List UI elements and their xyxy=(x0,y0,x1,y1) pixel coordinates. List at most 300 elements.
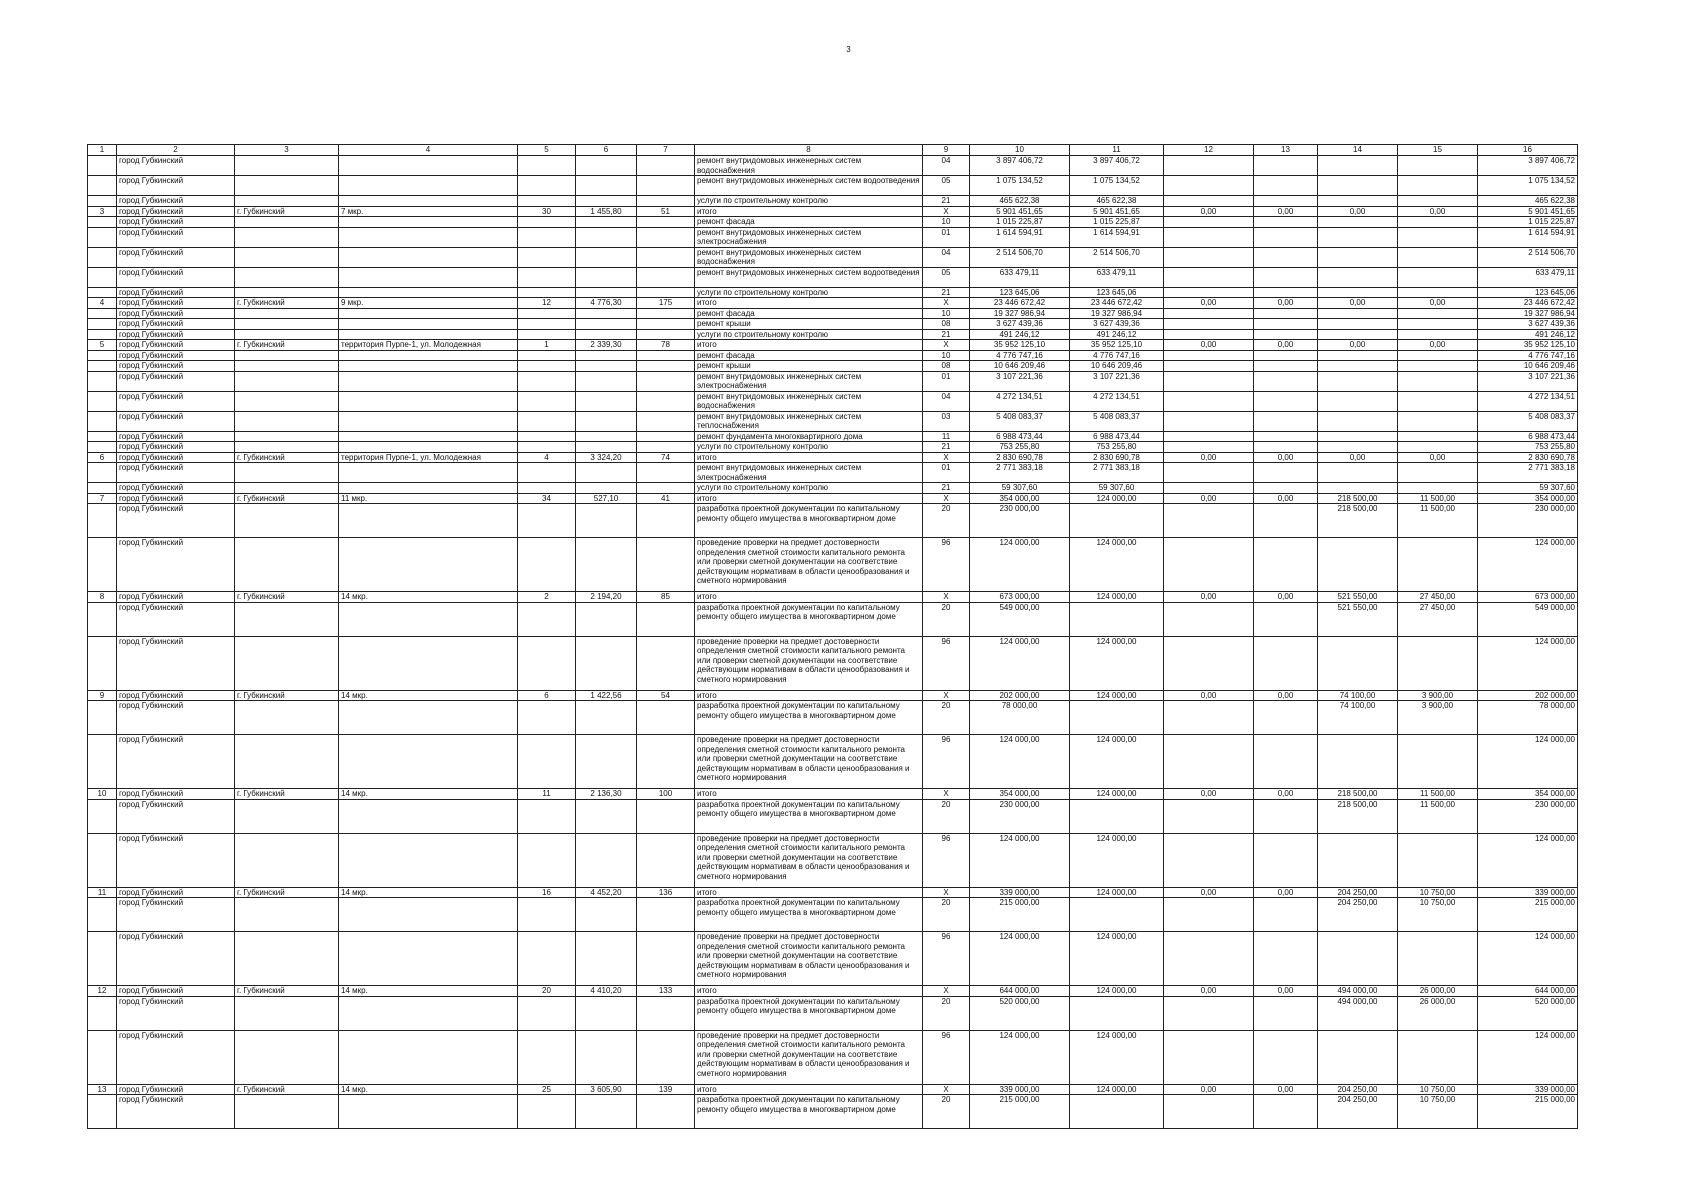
cell-house-number xyxy=(518,361,576,372)
cell-row-number xyxy=(88,431,117,442)
cell-cost-col-14 xyxy=(1318,442,1398,453)
cell-municipality: город Губкинский xyxy=(117,308,235,319)
cell-street xyxy=(339,431,518,442)
cell-cost-col-12 xyxy=(1164,996,1254,1030)
cell-cost-col-11: 124 000,00 xyxy=(1070,735,1164,789)
table-row xyxy=(88,463,1578,483)
cell-cost-col-12 xyxy=(1164,361,1254,372)
cell-cost-col-13 xyxy=(1254,247,1318,267)
cell-work-type: итого xyxy=(695,592,923,603)
cell-cost-col-16: 19 327 986,94 xyxy=(1478,308,1578,319)
cell-cost-col-12 xyxy=(1164,483,1254,494)
cell-total-cost: 6 988 473,44 xyxy=(970,431,1070,442)
cell-area xyxy=(576,308,637,319)
cell-cost-col-12: 0,00 xyxy=(1164,690,1254,701)
cell-house-number xyxy=(518,735,576,789)
cell-work-type: итого xyxy=(695,298,923,309)
cell-work-code: 20 xyxy=(923,602,970,636)
cell-cost-col-16: 339 000,00 xyxy=(1478,887,1578,898)
cell-total-cost: 230 000,00 xyxy=(970,504,1070,538)
cell-street: 14 мкр. xyxy=(339,1084,518,1095)
cell-cost-col-13 xyxy=(1254,1030,1318,1084)
cell-row-number: 3 xyxy=(88,206,117,217)
cell-cost-col-13 xyxy=(1254,156,1318,176)
cell-cost-col-12 xyxy=(1164,799,1254,833)
cell-municipality: город Губкинский xyxy=(117,463,235,483)
cell-cost-col-15 xyxy=(1398,329,1478,340)
cell-work-code: 10 xyxy=(923,350,970,361)
cell-cost-col-11: 124 000,00 xyxy=(1070,690,1164,701)
cell-cost-col-16: 4 776 747,16 xyxy=(1478,350,1578,361)
cell-cost-col-15: 26 000,00 xyxy=(1398,986,1478,997)
cell-cost-col-11: 19 327 986,94 xyxy=(1070,308,1164,319)
cell-total-cost: 491 246,12 xyxy=(970,329,1070,340)
cell-cost-col-11: 124 000,00 xyxy=(1070,932,1164,986)
cell-cost-col-11: 124 000,00 xyxy=(1070,887,1164,898)
cell-house-number xyxy=(518,156,576,176)
cell-house-number: 1 xyxy=(518,340,576,351)
cell-work-code: 96 xyxy=(923,636,970,690)
cell-municipality: город Губкинский xyxy=(117,391,235,411)
cell-municipality: город Губкинский xyxy=(117,735,235,789)
cell-cost-col-15: 11 500,00 xyxy=(1398,799,1478,833)
cell-cost-col-13 xyxy=(1254,287,1318,298)
cell-house-number: 25 xyxy=(518,1084,576,1095)
header-cell-residents: 7 xyxy=(637,145,695,156)
cell-work-code: 08 xyxy=(923,361,970,372)
cell-municipality: город Губкинский xyxy=(117,247,235,267)
cell-street xyxy=(339,1095,518,1129)
cell-total-cost: 19 327 986,94 xyxy=(970,308,1070,319)
table-row xyxy=(88,887,1578,898)
cell-area xyxy=(576,442,637,453)
cell-residents xyxy=(637,156,695,176)
cell-cost-col-15: 0,00 xyxy=(1398,340,1478,351)
cell-cost-col-11: 6 988 473,44 xyxy=(1070,431,1164,442)
cell-row-number xyxy=(88,196,117,207)
cell-cost-col-15: 11 500,00 xyxy=(1398,789,1478,800)
cell-street: 9 мкр. xyxy=(339,298,518,309)
cell-cost-col-12 xyxy=(1164,504,1254,538)
cell-residents: 51 xyxy=(637,206,695,217)
cell-work-type: проведение проверки на предмет достоверности определения сметной стоимости капитального ремонта или проверки сметной документации на соответствие действующим нормативам в области ценообразования и сметного нормирования xyxy=(695,833,923,887)
cell-total-cost: 5 408 083,37 xyxy=(970,411,1070,431)
cell-house-number xyxy=(518,898,576,932)
table-row xyxy=(88,176,1578,196)
cell-work-type: проведение проверки на предмет достоверности определения сметной стоимости капитального ремонта или проверки сметной документации на соответствие действующим нормативам в области ценообразования и сметного нормирования xyxy=(695,636,923,690)
cell-work-code: 21 xyxy=(923,196,970,207)
cell-area xyxy=(576,932,637,986)
cell-cost-col-16: 3 897 406,72 xyxy=(1478,156,1578,176)
cell-municipality: город Губкинский xyxy=(117,833,235,887)
cell-municipality: город Губкинский xyxy=(117,898,235,932)
cell-row-number xyxy=(88,267,117,287)
cell-cost-col-16: 644 000,00 xyxy=(1478,986,1578,997)
cell-cost-col-13 xyxy=(1254,898,1318,932)
cell-municipality: город Губкинский xyxy=(117,504,235,538)
cell-cost-col-13 xyxy=(1254,538,1318,592)
cell-total-cost: 202 000,00 xyxy=(970,690,1070,701)
cell-street: 7 мкр. xyxy=(339,206,518,217)
cell-house-number xyxy=(518,833,576,887)
cell-work-type: разработка проектной документации по капитальному ремонту общего имущества в многоквартирном доме xyxy=(695,799,923,833)
cell-cost-col-15: 10 750,00 xyxy=(1398,1084,1478,1095)
cell-cost-col-16: 339 000,00 xyxy=(1478,1084,1578,1095)
cell-house-number xyxy=(518,196,576,207)
cell-cost-col-12 xyxy=(1164,1030,1254,1084)
cell-row-number xyxy=(88,636,117,690)
cell-area xyxy=(576,463,637,483)
cell-area xyxy=(576,287,637,298)
cell-area xyxy=(576,361,637,372)
cell-cost-col-12 xyxy=(1164,329,1254,340)
cell-row-number xyxy=(88,287,117,298)
cell-municipality: город Губкинский xyxy=(117,996,235,1030)
cell-residents xyxy=(637,308,695,319)
cell-cost-col-12 xyxy=(1164,176,1254,196)
cell-house-number xyxy=(518,267,576,287)
cell-cost-col-12 xyxy=(1164,391,1254,411)
cell-work-code: 11 xyxy=(923,431,970,442)
cell-row-number xyxy=(88,463,117,483)
cell-cost-col-14: 204 250,00 xyxy=(1318,1084,1398,1095)
cell-work-code: 04 xyxy=(923,391,970,411)
cell-settlement xyxy=(235,227,339,247)
cell-residents xyxy=(637,247,695,267)
cell-cost-col-15: 11 500,00 xyxy=(1398,493,1478,504)
cell-cost-col-15 xyxy=(1398,391,1478,411)
cell-residents xyxy=(637,504,695,538)
cell-settlement: г. Губкинский xyxy=(235,340,339,351)
table-row xyxy=(88,898,1578,932)
cell-cost-col-13 xyxy=(1254,308,1318,319)
cell-house-number xyxy=(518,391,576,411)
cell-cost-col-15: 10 750,00 xyxy=(1398,887,1478,898)
cell-cost-col-15 xyxy=(1398,483,1478,494)
cell-residents xyxy=(637,1030,695,1084)
cell-cost-col-11: 3 107 221,36 xyxy=(1070,371,1164,391)
cell-work-code: 04 xyxy=(923,247,970,267)
table-row xyxy=(88,411,1578,431)
cell-work-type: ремонт фундамента многоквартирного дома xyxy=(695,431,923,442)
cell-cost-col-14 xyxy=(1318,371,1398,391)
cell-cost-col-11: 123 645,06 xyxy=(1070,287,1164,298)
table-row xyxy=(88,340,1578,351)
table-row xyxy=(88,247,1578,267)
cell-total-cost: 3 627 439,36 xyxy=(970,319,1070,330)
cell-cost-col-13: 0,00 xyxy=(1254,340,1318,351)
cell-municipality: город Губкинский xyxy=(117,431,235,442)
table-row xyxy=(88,592,1578,603)
cell-cost-col-12 xyxy=(1164,371,1254,391)
table-row xyxy=(88,1084,1578,1095)
cell-settlement: г. Губкинский xyxy=(235,592,339,603)
cell-area xyxy=(576,833,637,887)
cell-work-type: ремонт фасада xyxy=(695,308,923,319)
cell-cost-col-11: 1 075 134,52 xyxy=(1070,176,1164,196)
cell-street: 14 мкр. xyxy=(339,887,518,898)
cell-house-number xyxy=(518,371,576,391)
cell-cost-col-14: 218 500,00 xyxy=(1318,504,1398,538)
cell-cost-col-12 xyxy=(1164,156,1254,176)
table-row xyxy=(88,799,1578,833)
cell-total-cost: 339 000,00 xyxy=(970,1084,1070,1095)
cell-settlement xyxy=(235,799,339,833)
cell-cost-col-14: 218 500,00 xyxy=(1318,493,1398,504)
cell-row-number xyxy=(88,329,117,340)
cell-row-number xyxy=(88,227,117,247)
cell-work-code: 96 xyxy=(923,1030,970,1084)
cell-cost-col-11: 3 897 406,72 xyxy=(1070,156,1164,176)
cell-cost-col-13 xyxy=(1254,371,1318,391)
cell-residents: 54 xyxy=(637,690,695,701)
cell-cost-col-14: 218 500,00 xyxy=(1318,789,1398,800)
cell-cost-col-11: 2 771 383,18 xyxy=(1070,463,1164,483)
cell-residents xyxy=(637,371,695,391)
cell-work-type: ремонт внутридомовых инженерных систем водоснабжения xyxy=(695,247,923,267)
cell-house-number xyxy=(518,538,576,592)
cell-cost-col-15 xyxy=(1398,411,1478,431)
cell-residents xyxy=(637,735,695,789)
cell-cost-col-13: 0,00 xyxy=(1254,298,1318,309)
header-cell-house-number: 5 xyxy=(518,145,576,156)
cell-work-code: 10 xyxy=(923,308,970,319)
cell-work-code: 04 xyxy=(923,156,970,176)
cell-cost-col-13: 0,00 xyxy=(1254,986,1318,997)
cell-settlement xyxy=(235,319,339,330)
cell-total-cost: 1 075 134,52 xyxy=(970,176,1070,196)
cell-area xyxy=(576,156,637,176)
cell-house-number xyxy=(518,442,576,453)
cell-settlement: г. Губкинский xyxy=(235,1084,339,1095)
cell-street xyxy=(339,483,518,494)
cell-total-cost: 520 000,00 xyxy=(970,996,1070,1030)
cell-municipality: город Губкинский xyxy=(117,789,235,800)
cell-area xyxy=(576,636,637,690)
cell-street xyxy=(339,391,518,411)
cell-work-code: 20 xyxy=(923,504,970,538)
cell-cost-col-15 xyxy=(1398,361,1478,372)
cell-total-cost: 10 646 209,46 xyxy=(970,361,1070,372)
cell-row-number: 13 xyxy=(88,1084,117,1095)
table-row xyxy=(88,206,1578,217)
cell-cost-col-15 xyxy=(1398,227,1478,247)
cell-municipality: город Губкинский xyxy=(117,690,235,701)
cell-cost-col-14 xyxy=(1318,267,1398,287)
cell-cost-col-12: 0,00 xyxy=(1164,1084,1254,1095)
cell-street xyxy=(339,898,518,932)
cell-street xyxy=(339,442,518,453)
table-row xyxy=(88,267,1578,287)
cell-cost-col-15 xyxy=(1398,196,1478,207)
repair-plan-table xyxy=(87,144,1578,1129)
cell-residents: 74 xyxy=(637,452,695,463)
cell-street xyxy=(339,799,518,833)
cell-work-code: 96 xyxy=(923,932,970,986)
cell-cost-col-14 xyxy=(1318,1030,1398,1084)
cell-municipality: город Губкинский xyxy=(117,932,235,986)
cell-cost-col-12 xyxy=(1164,319,1254,330)
cell-cost-col-13 xyxy=(1254,391,1318,411)
cell-work-code: X xyxy=(923,986,970,997)
cell-cost-col-14: 74 100,00 xyxy=(1318,690,1398,701)
cell-street xyxy=(339,217,518,228)
cell-residents xyxy=(637,538,695,592)
cell-work-type: разработка проектной документации по капитальному ремонту общего имущества в многоквартирном доме xyxy=(695,996,923,1030)
cell-house-number xyxy=(518,411,576,431)
cell-total-cost: 339 000,00 xyxy=(970,887,1070,898)
cell-house-number xyxy=(518,308,576,319)
cell-residents xyxy=(637,217,695,228)
cell-cost-col-12: 0,00 xyxy=(1164,592,1254,603)
cell-area: 4 452,20 xyxy=(576,887,637,898)
cell-work-type: итого xyxy=(695,340,923,351)
cell-cost-col-13 xyxy=(1254,442,1318,453)
cell-cost-col-11 xyxy=(1070,898,1164,932)
cell-area xyxy=(576,247,637,267)
cell-work-type: ремонт внутридомовых инженерных систем водоотведения xyxy=(695,176,923,196)
cell-street xyxy=(339,371,518,391)
cell-house-number: 20 xyxy=(518,986,576,997)
cell-cost-col-11: 124 000,00 xyxy=(1070,636,1164,690)
cell-municipality: город Губкинский xyxy=(117,227,235,247)
cell-cost-col-14 xyxy=(1318,217,1398,228)
cell-total-cost: 465 622,38 xyxy=(970,196,1070,207)
cell-work-type: разработка проектной документации по капитальному ремонту общего имущества в многоквартирном доме xyxy=(695,898,923,932)
header-cell-cost-col-12: 12 xyxy=(1164,145,1254,156)
cell-cost-col-16: 59 307,60 xyxy=(1478,483,1578,494)
header-cell-area: 6 xyxy=(576,145,637,156)
cell-cost-col-11: 3 627 439,36 xyxy=(1070,319,1164,330)
cell-settlement xyxy=(235,463,339,483)
cell-row-number: 8 xyxy=(88,592,117,603)
cell-work-type: разработка проектной документации по капитальному ремонту общего имущества в многоквартирном доме xyxy=(695,701,923,735)
cell-cost-col-15: 10 750,00 xyxy=(1398,898,1478,932)
cell-cost-col-11: 10 646 209,46 xyxy=(1070,361,1164,372)
cell-work-code: 21 xyxy=(923,329,970,340)
cell-cost-col-13 xyxy=(1254,411,1318,431)
cell-row-number xyxy=(88,735,117,789)
cell-municipality: город Губкинский xyxy=(117,592,235,603)
cell-work-code: 01 xyxy=(923,227,970,247)
cell-cost-col-13 xyxy=(1254,504,1318,538)
cell-cost-col-16: 215 000,00 xyxy=(1478,898,1578,932)
cell-settlement xyxy=(235,350,339,361)
cell-cost-col-11 xyxy=(1070,701,1164,735)
cell-street xyxy=(339,227,518,247)
cell-residents xyxy=(637,431,695,442)
cell-municipality: город Губкинский xyxy=(117,986,235,997)
cell-work-code: 03 xyxy=(923,411,970,431)
cell-settlement xyxy=(235,217,339,228)
cell-cost-col-12 xyxy=(1164,701,1254,735)
cell-cost-col-13 xyxy=(1254,932,1318,986)
table-row xyxy=(88,361,1578,372)
cell-street xyxy=(339,932,518,986)
cell-total-cost: 124 000,00 xyxy=(970,636,1070,690)
cell-house-number xyxy=(518,1095,576,1129)
cell-area xyxy=(576,329,637,340)
cell-settlement xyxy=(235,636,339,690)
cell-house-number xyxy=(518,350,576,361)
cell-residents xyxy=(637,932,695,986)
cell-cost-col-16: 465 622,38 xyxy=(1478,196,1578,207)
cell-cost-col-13 xyxy=(1254,176,1318,196)
cell-cost-col-14 xyxy=(1318,319,1398,330)
cell-settlement xyxy=(235,176,339,196)
cell-cost-col-11: 124 000,00 xyxy=(1070,592,1164,603)
cell-municipality: город Губкинский xyxy=(117,1030,235,1084)
cell-row-number xyxy=(88,799,117,833)
cell-house-number xyxy=(518,1030,576,1084)
cell-cost-col-14 xyxy=(1318,361,1398,372)
table-body xyxy=(88,145,1578,1129)
cell-cost-col-14 xyxy=(1318,196,1398,207)
cell-cost-col-16: 354 000,00 xyxy=(1478,789,1578,800)
cell-area xyxy=(576,196,637,207)
cell-work-code: X xyxy=(923,690,970,701)
cell-row-number: 10 xyxy=(88,789,117,800)
cell-work-code: X xyxy=(923,887,970,898)
cell-settlement xyxy=(235,411,339,431)
cell-cost-col-11: 23 446 672,42 xyxy=(1070,298,1164,309)
cell-cost-col-15: 27 450,00 xyxy=(1398,602,1478,636)
cell-total-cost: 124 000,00 xyxy=(970,932,1070,986)
cell-cost-col-16: 5 408 083,37 xyxy=(1478,411,1578,431)
cell-cost-col-16: 673 000,00 xyxy=(1478,592,1578,603)
cell-residents xyxy=(637,602,695,636)
cell-settlement xyxy=(235,156,339,176)
cell-cost-col-16: 2 514 506,70 xyxy=(1478,247,1578,267)
cell-cost-col-12: 0,00 xyxy=(1164,206,1254,217)
cell-row-number xyxy=(88,538,117,592)
table-row xyxy=(88,217,1578,228)
cell-street xyxy=(339,267,518,287)
cell-street: 14 мкр. xyxy=(339,789,518,800)
cell-cost-col-16: 549 000,00 xyxy=(1478,602,1578,636)
cell-cost-col-14 xyxy=(1318,735,1398,789)
cell-cost-col-13 xyxy=(1254,636,1318,690)
cell-municipality: город Губкинский xyxy=(117,340,235,351)
cell-cost-col-16: 202 000,00 xyxy=(1478,690,1578,701)
table-row xyxy=(88,483,1578,494)
cell-total-cost: 124 000,00 xyxy=(970,735,1070,789)
cell-cost-col-15: 11 500,00 xyxy=(1398,504,1478,538)
cell-cost-col-13: 0,00 xyxy=(1254,206,1318,217)
cell-cost-col-14: 0,00 xyxy=(1318,206,1398,217)
table-row xyxy=(88,287,1578,298)
cell-settlement xyxy=(235,308,339,319)
cell-house-number: 6 xyxy=(518,690,576,701)
cell-house-number: 34 xyxy=(518,493,576,504)
cell-cost-col-14 xyxy=(1318,932,1398,986)
cell-cost-col-11: 5 408 083,37 xyxy=(1070,411,1164,431)
cell-settlement xyxy=(235,932,339,986)
cell-total-cost: 354 000,00 xyxy=(970,789,1070,800)
cell-cost-col-16: 230 000,00 xyxy=(1478,504,1578,538)
cell-cost-col-15 xyxy=(1398,735,1478,789)
cell-work-type: ремонт внутридомовых инженерных систем электроснабжения xyxy=(695,371,923,391)
cell-residents xyxy=(637,483,695,494)
cell-cost-col-14: 494 000,00 xyxy=(1318,996,1398,1030)
table-row xyxy=(88,452,1578,463)
cell-settlement xyxy=(235,442,339,453)
cell-total-cost: 23 446 672,42 xyxy=(970,298,1070,309)
cell-work-type: проведение проверки на предмет достоверности определения сметной стоимости капитального ремонта или проверки сметной документации на соответствие действующим нормативам в области ценообразования и сметного нормирования xyxy=(695,538,923,592)
cell-cost-col-14: 494 000,00 xyxy=(1318,986,1398,997)
cell-house-number xyxy=(518,227,576,247)
header-cell-cost-col-14: 14 xyxy=(1318,145,1398,156)
